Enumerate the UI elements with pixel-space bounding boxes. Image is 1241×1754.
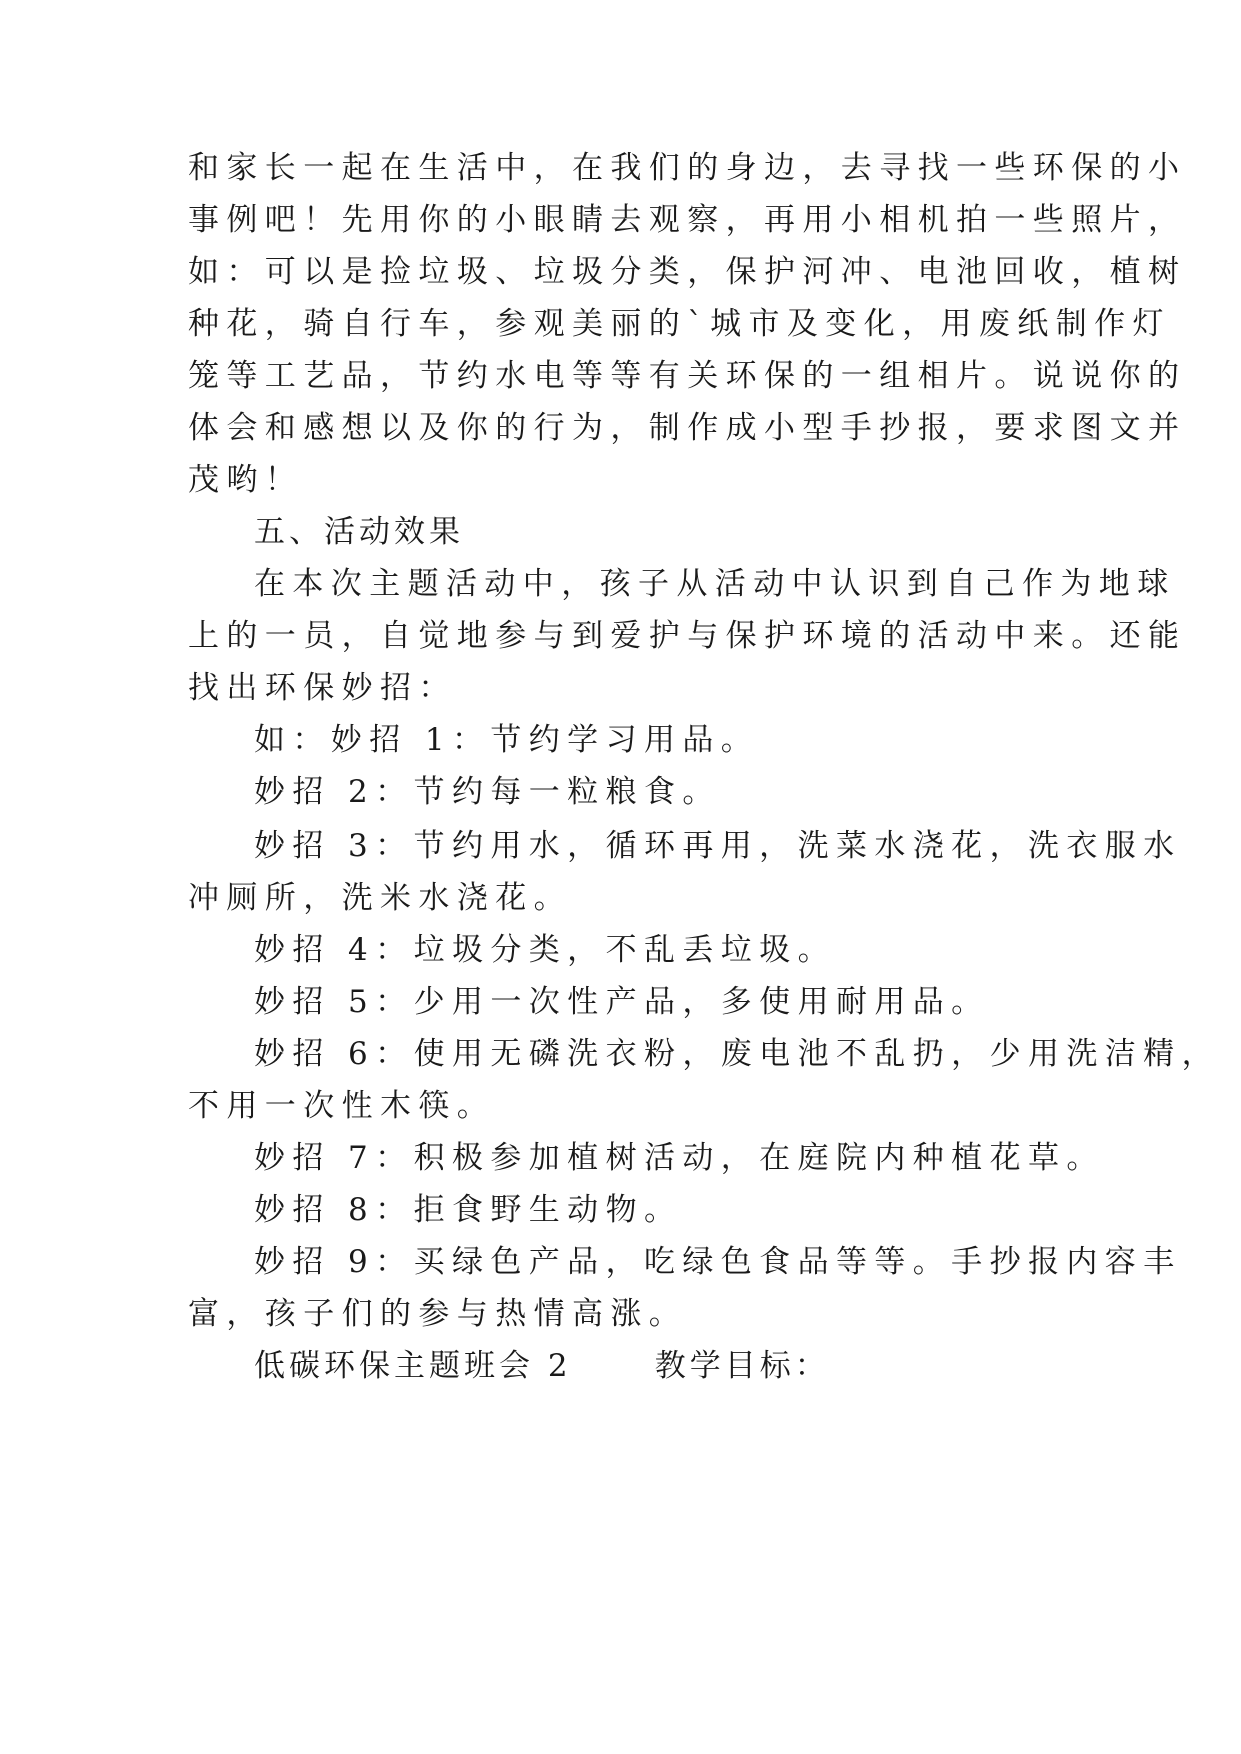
tip-5: 妙招 5：少用一次性产品，多使用耐用品。	[254, 984, 990, 1020]
effect-line-1: 在本次主题活动中，孩子从活动中认识到自己作为地球	[254, 566, 1176, 602]
tip-9-line-1: 妙招 9：买绿色产品，吃绿色食品等等。手抄报内容丰	[254, 1244, 1182, 1280]
section-heading: 五、活动效果	[254, 514, 464, 550]
tip-3-line-1: 妙招 3：节约用水，循环再用，洗菜水浇花，洗衣服水	[254, 828, 1182, 864]
tip-7: 妙招 7：积极参加植树活动，在庭院内种植花草。	[254, 1140, 1105, 1176]
effect-line-2: 上的一员，自觉地参与到爱护与保护环境的活动中来。还能	[188, 618, 1187, 654]
intro-line-7: 茂哟！	[188, 462, 304, 498]
intro-line-1: 和家长一起在生活中，在我们的身边，去寻找一些环保的小	[188, 150, 1187, 186]
tip-8: 妙招 8：拒食野生动物。	[254, 1192, 683, 1228]
intro-line-2: 事例吧！先用你的小眼睛去观察，再用小相机拍一些照片，	[188, 202, 1187, 238]
tip-3-line-2: 冲厕所，洗米水浇花。	[188, 880, 572, 916]
intro-line-6: 体会和感想以及你的行为，制作成小型手抄报，要求图文并	[188, 410, 1187, 446]
tip-2: 妙招 2：节约每一粒粮食。	[254, 774, 721, 810]
tip-6-line-1: 妙招 6：使用无磷洗衣粉，废电池不乱扔，少用洗洁精，	[254, 1036, 1220, 1072]
intro-line-5: 笼等工艺品，节约水电等等有关环保的一组相片。说说你的	[188, 358, 1187, 394]
effect-line-3: 找出环保妙招：	[188, 670, 457, 706]
intro-line-4: 种花，骑自行车，参观美丽的`城市及变化，用废纸制作灯	[188, 306, 1171, 342]
tip-6-line-2: 不用一次性木筷。	[188, 1088, 496, 1124]
tip-9-line-2: 富，孩子们的参与热情高涨。	[188, 1296, 688, 1332]
intro-line-3: 如：可以是捡垃圾、垃圾分类，保护河冲、电池回收，植树	[188, 254, 1187, 290]
tip-4: 妙招 4：垃圾分类，不乱丢垃圾。	[254, 932, 836, 968]
next-section-title: 低碳环保主题班会 2 教学目标：	[254, 1348, 830, 1384]
tip-1: 如：妙招 1：节约学习用品。	[254, 722, 760, 758]
